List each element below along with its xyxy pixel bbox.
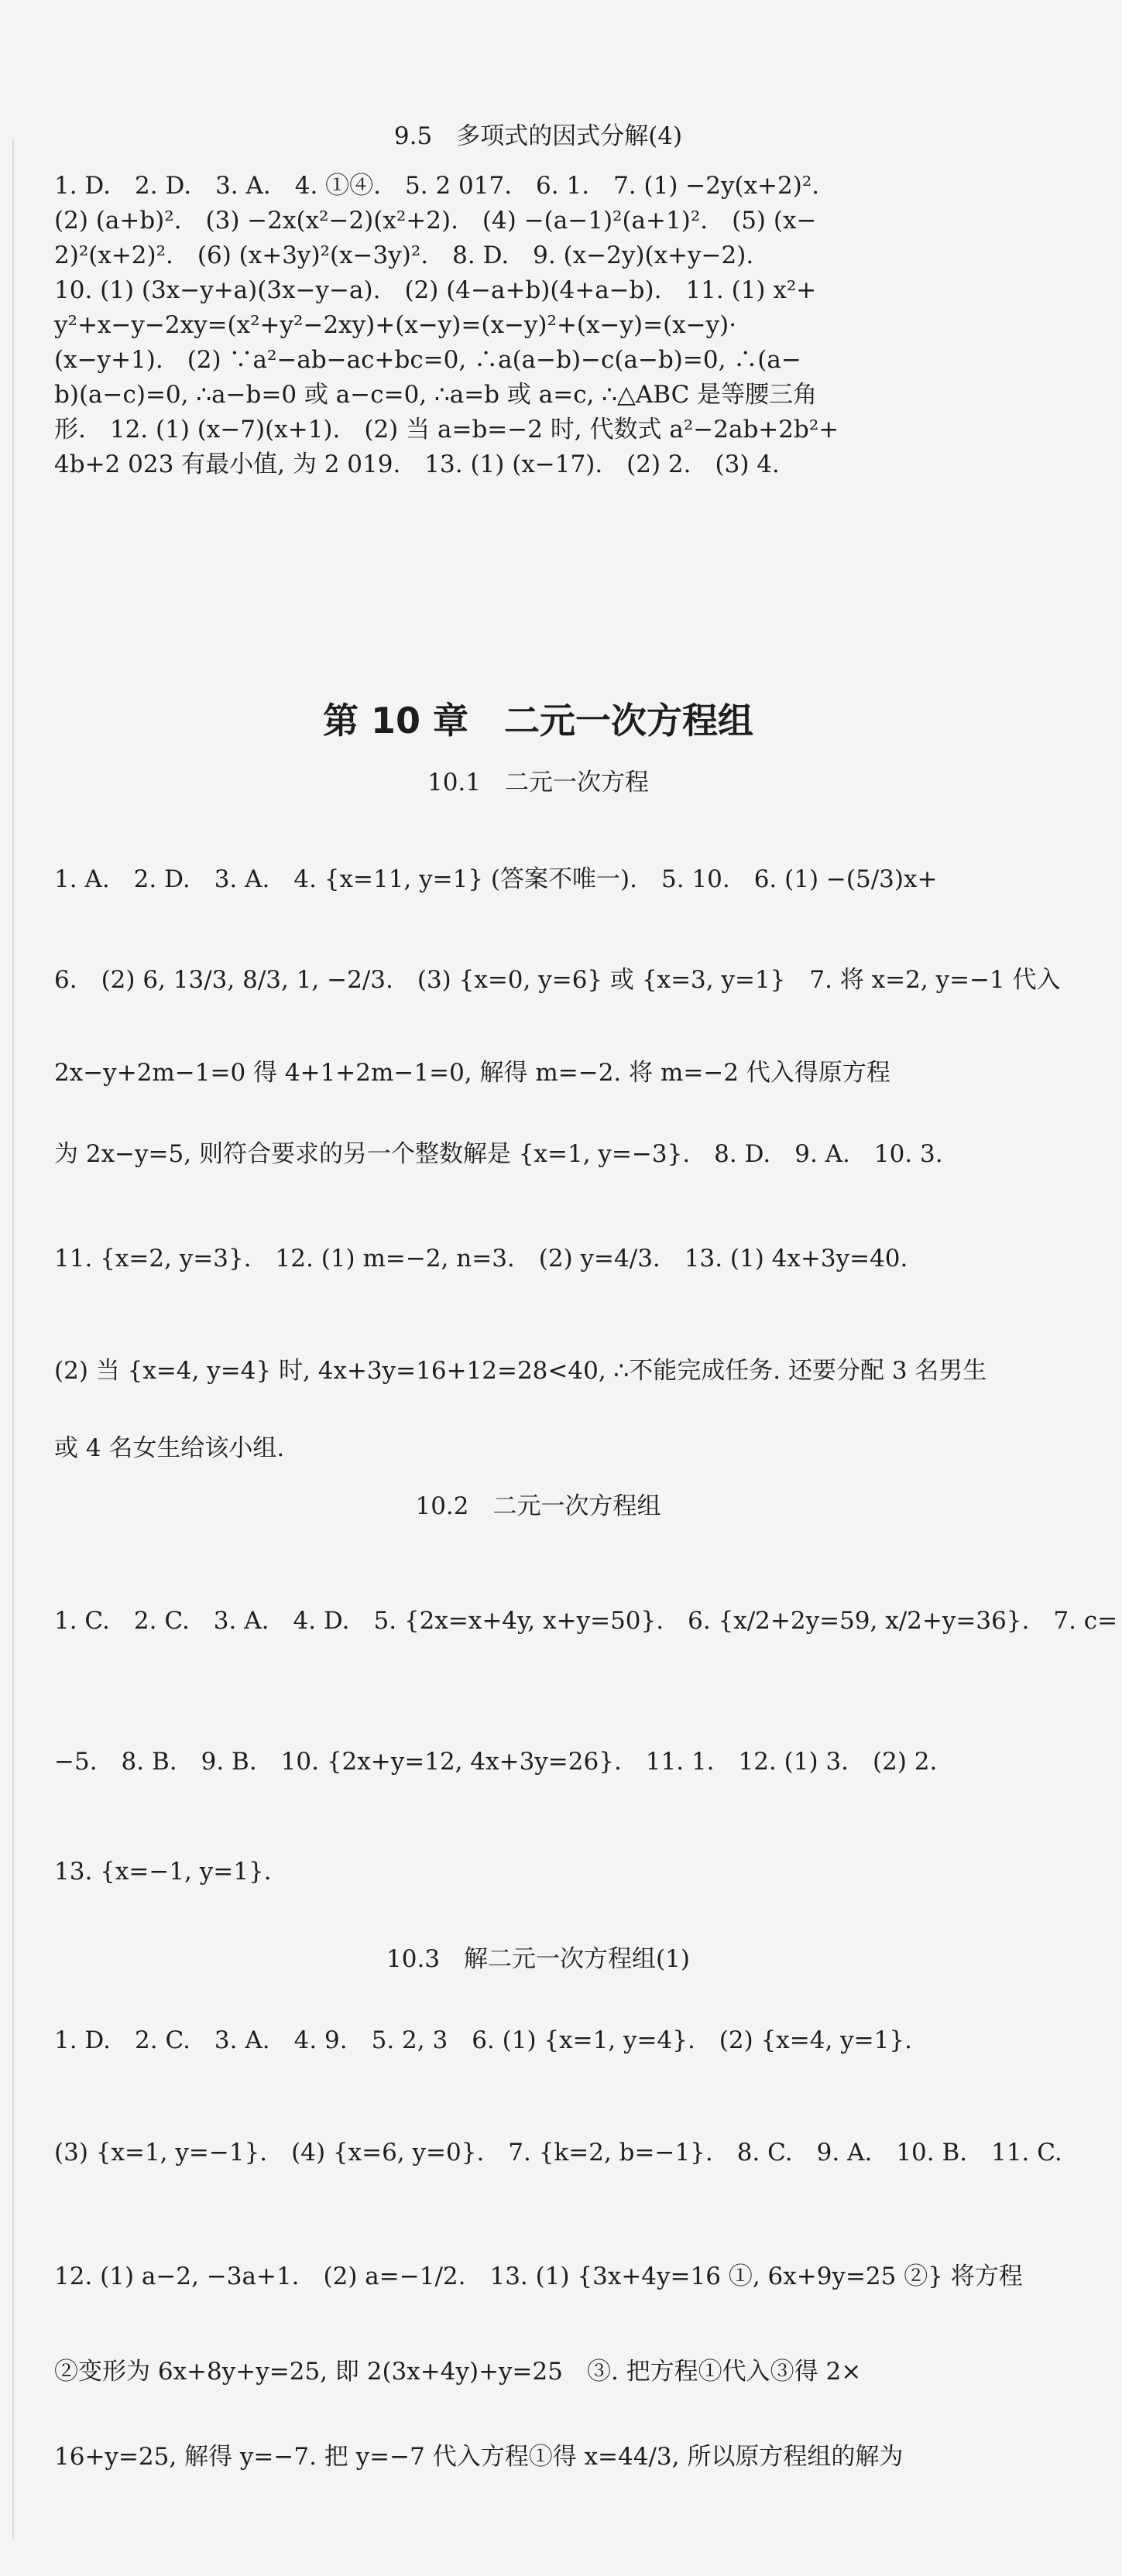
section-title-10-1: 10.1 二元一次方程 [427,769,650,796]
answer-line: 形. 12. (1) (x−7)(x+1). (2) 当 a=b=−2 时, 代数式 a²−2ab+2b²+ [54,415,839,444]
answer-line: (3) {x=1, y=−1}. (4) {x=6, y=0}. 7. {k=2, b=−1}. 8. C. 9. A. 10. B. 11. C. [54,2139,1062,2167]
answer-line: 4b+2 023 有最小值, 为 2 019. 13. (1) (x−17). (2) 2. (3) 4. [54,450,780,478]
answer-line: 2x−y+2m−1=0 得 4+1+2m−1=0, 解得 m=−2. 将 m=−2 代入得原方程 [54,1059,890,1087]
answer-line: 13. {x=−1, y=1}. [54,1858,272,1886]
section-title-10-3: 10.3 解二元一次方程组(1) [386,1945,690,1973]
chapter-title: 第 10 章 二元一次方程组 [322,700,754,742]
answer-line: 1. C. 2. C. 3. A. 4. D. 5. {2x=x+4y, x+y=50}. 6. {x/2+2y=59, x/2+y=36}. 7. c= [54,1607,1118,1635]
answer-line: 或 4 名女生给该小组. [54,1434,285,1462]
answer-line: 12. (1) a−2, −3a+1. (2) a=−1/2. 13. (1) {3x+4y=16 ①, 6x+9y=25 ②} 将方程 [54,2263,1023,2290]
answer-line: ②变形为 6x+8y+y=25, 即 2(3x+4y)+y=25 ③. 把方程①代入③得 2× [54,2358,862,2386]
answer-line: 1. D. 2. D. 3. A. 4. ①④. 5. 2 017. 6. 1. 7. (1) −2y(x+2)². [54,172,820,200]
answer-line: −5. 8. B. 9. B. 10. {2x+y=12, 4x+3y=26}. 11. 1. 12. (1) 3. (2) 2. [54,1748,938,1776]
answer-line: y²+x−y−2xy=(x²+y²−2xy)+(x−y)=(x−y)²+(x−y)=(x−y)· [54,310,737,339]
answer-line: 2)²(x+2)². (6) (x+3y)²(x−3y)². 8. D. 9. (x−2y)(x+y−2). [54,241,754,269]
answer-line: (x−y+1). (2) ∵a²−ab−ac+bc=0, ∴a(a−b)−c(a−b)=0, ∴(a− [54,345,801,374]
answer-line: 为 2x−y=5, 则符合要求的另一个整数解是 {x=1, y=−3}. 8. D. 9. A. 10. 3. [54,1140,943,1168]
answer-block-9-5 [54,169,1022,481]
answer-line: 10. (1) (3x−y+a)(3x−y−a). (2) (4−a+b)(4+a−b). 11. (1) x²+ [54,276,817,304]
answer-line: b)(a−c)=0, ∴a−b=0 或 a−c=0, ∴a=b 或 a=c, ∴△ABC 是等腰三角 [54,380,818,409]
answer-line: 16+y=25, 解得 y=−7. 把 y=−7 代入方程①得 x=44/3, 所以原方程组的解为 [54,2443,904,2471]
answer-line: (2) (a+b)². (3) −2x(x²−2)(x²+2). (4) −(a−1)²(a+1)². (5) (x− [54,206,817,235]
answer-line: 11. {x=2, y=3}. 12. (1) m=−2, n=3. (2) y=4/3. 13. (1) 4x+3y=40. [54,1245,908,1273]
section-title-9-5: 9.5 多项式的因式分解(4) [393,122,683,150]
section-title-10-2: 10.2 二元一次方程组 [415,1492,661,1520]
margin-line [12,139,14,2539]
answer-line: (2) 当 {x=4, y=4} 时, 4x+3y=16+12=28<40, ∴不能完成任务. 还要分配 3 名男生 [54,1357,987,1385]
answer-line: 1. D. 2. C. 3. A. 4. 9. 5. 2, 3 6. (1) {x=1, y=4}. (2) {x=4, y=1}. [54,2026,912,2054]
answer-line: 6. (2) 6, 13/3, 8/3, 1, −2/3. (3) {x=0, y=6} 或 {x=3, y=1} 7. 将 x=2, y=−1 代入 [54,966,1061,994]
answer-line: 1. A. 2. D. 3. A. 4. {x=11, y=1} (答案不唯一). 5. 10. 6. (1) −(5/3)x+ [54,865,938,893]
